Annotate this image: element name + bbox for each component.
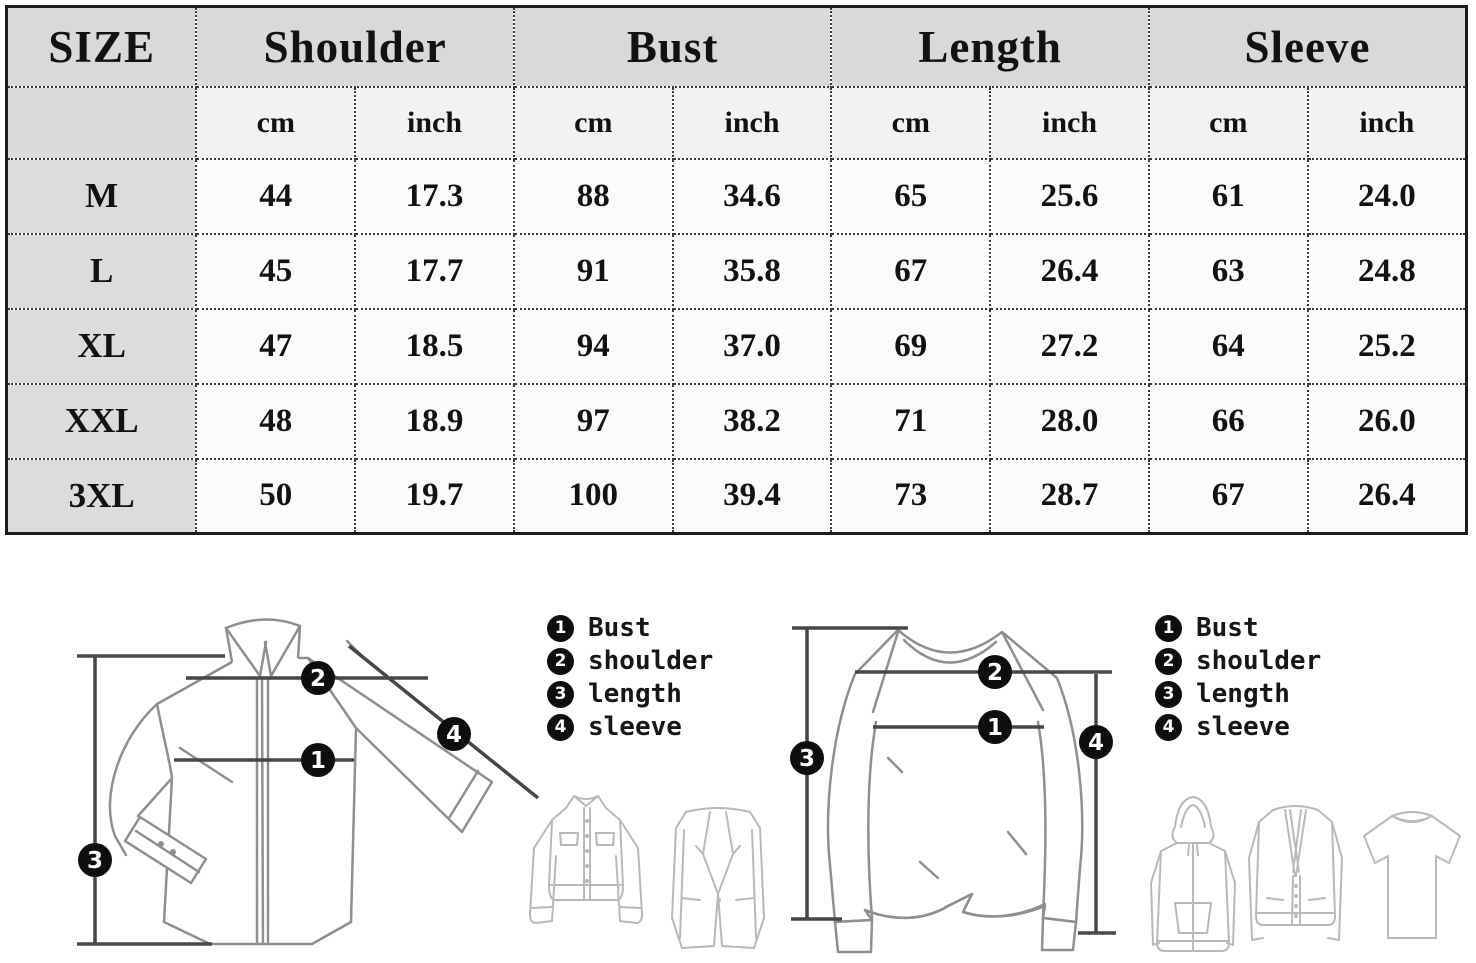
legend-item-length: [547, 680, 713, 708]
measurement-value: 71: [831, 384, 990, 459]
legend-item-sleeve: [547, 713, 713, 741]
cardigan-icon: [1243, 798, 1348, 963]
sleeve-badge-number: 4: [445, 722, 463, 748]
legend-number-badge: 2: [547, 648, 574, 675]
measurement-value: 18.5: [355, 309, 514, 384]
measurement-value: 64: [1149, 309, 1308, 384]
shirt-drawing: [110, 619, 492, 944]
header-size: SIZE: [7, 7, 197, 87]
measurement-value: 39.4: [673, 459, 832, 534]
sweater-measurement-diagram: [780, 600, 1150, 962]
size-row-label: L: [7, 234, 197, 309]
measurement-value: 19.7: [355, 459, 514, 534]
table-row: [7, 459, 1467, 534]
measurement-value: 97: [514, 384, 673, 459]
legend-label: length: [1196, 679, 1290, 709]
legend-label: Bust: [588, 613, 651, 643]
legend-item-bust: [1155, 614, 1321, 642]
shoulder-badge-number: 2: [309, 666, 327, 692]
measurement-value: 50: [196, 459, 355, 534]
measurement-value: 100: [514, 459, 673, 534]
unit-label: cm: [196, 87, 355, 159]
measurement-value: 94: [514, 309, 673, 384]
size-chart-table: [5, 5, 1468, 535]
measurement-legend-right: [1155, 614, 1321, 741]
measurement-value: 73: [831, 459, 990, 534]
sweater-length-badge: [790, 741, 824, 775]
size-row-label: M: [7, 159, 197, 234]
shoulder-badge-number: 2: [986, 660, 1004, 686]
measurement-value: 26.0: [1308, 384, 1467, 459]
measurement-value: 26.4: [990, 234, 1149, 309]
sweater-bust-badge: [978, 710, 1012, 744]
table-header-row: [7, 7, 1467, 87]
measurement-value: 66: [1149, 384, 1308, 459]
length-badge-number: 3: [86, 848, 104, 874]
measurement-value: 35.8: [673, 234, 832, 309]
legend-number-badge: 3: [547, 681, 574, 708]
legend-number-badge: 1: [547, 615, 574, 642]
measurement-value: 61: [1149, 159, 1308, 234]
unit-label: cm: [831, 87, 990, 159]
measurement-value: 24.0: [1308, 159, 1467, 234]
measurement-value: 88: [514, 159, 673, 234]
measurement-value: 69: [831, 309, 990, 384]
legend-item-length: [1155, 680, 1321, 708]
measurement-value: 45: [196, 234, 355, 309]
unit-label: inch: [355, 87, 514, 159]
measurement-value: 34.6: [673, 159, 832, 234]
legend-label: Bust: [1196, 613, 1259, 643]
size-row-label: XXL: [7, 384, 197, 459]
measurement-value: 48: [196, 384, 355, 459]
table-row: [7, 384, 1467, 459]
measurement-value: 37.0: [673, 309, 832, 384]
measurement-value: 65: [831, 159, 990, 234]
sweater-sleeve-badge: [1079, 725, 1113, 759]
measurement-value: 44: [196, 159, 355, 234]
length-badge-number: 3: [798, 746, 816, 772]
measurement-value: 63: [1149, 234, 1308, 309]
measurement-value: 47: [196, 309, 355, 384]
shirt-length-badge: [78, 843, 112, 877]
sweater-shoulder-badge: [978, 655, 1012, 689]
legend-label: sleeve: [1196, 712, 1290, 742]
sleeve-badge-number: 4: [1087, 730, 1105, 756]
header-bust: Bust: [514, 7, 832, 87]
measurement-value: 38.2: [673, 384, 832, 459]
sweater-drawing: [828, 630, 1082, 952]
legend-number-badge: 1: [1155, 615, 1182, 642]
legend-label: length: [588, 679, 682, 709]
legend-number-badge: 3: [1155, 681, 1182, 708]
legend-number-badge: 4: [1155, 714, 1182, 741]
measurement-value: 28.0: [990, 384, 1149, 459]
bust-badge-number: 1: [986, 715, 1004, 741]
measurement-value: 26.4: [1308, 459, 1467, 534]
denim-jacket-icon: [522, 786, 657, 961]
header-length: Length: [831, 7, 1149, 87]
measurement-value: 25.2: [1308, 309, 1467, 384]
measurement-value: 67: [1149, 459, 1308, 534]
bust-badge-number: 1: [309, 748, 327, 774]
shirt-bust-badge: [301, 743, 335, 777]
units-blank-cell: [7, 87, 197, 159]
measurement-value: 17.3: [355, 159, 514, 234]
blazer-icon: [658, 798, 778, 960]
size-row-label: XL: [7, 309, 197, 384]
measurement-value: 17.7: [355, 234, 514, 309]
unit-label: cm: [514, 87, 673, 159]
shirt-shoulder-badge: [301, 661, 335, 695]
legend-label: shoulder: [1196, 646, 1322, 676]
shirt-measurement-diagram: [60, 600, 540, 962]
measurement-value: 28.7: [990, 459, 1149, 534]
measurement-legend-left: [547, 614, 713, 741]
measurement-value: 24.8: [1308, 234, 1467, 309]
header-shoulder: Shoulder: [196, 7, 514, 87]
legend-label: shoulder: [588, 646, 714, 676]
unit-label: inch: [990, 87, 1149, 159]
legend-item-sleeve: [1155, 713, 1321, 741]
legend-number-badge: 4: [547, 714, 574, 741]
size-row-label: 3XL: [7, 459, 197, 534]
legend-item-bust: [547, 614, 713, 642]
hoodie-icon: [1143, 793, 1243, 963]
measurement-value: 25.6: [990, 159, 1149, 234]
shirt-sleeve-badge: [437, 717, 471, 751]
legend-label: sleeve: [588, 712, 682, 742]
legend-number-badge: 2: [1155, 648, 1182, 675]
measurement-value: 67: [831, 234, 990, 309]
measurement-value: 27.2: [990, 309, 1149, 384]
table-row: [7, 309, 1467, 384]
table-row: [7, 234, 1467, 309]
header-sleeve: Sleeve: [1149, 7, 1467, 87]
measurement-value: 18.9: [355, 384, 514, 459]
unit-label: inch: [1308, 87, 1467, 159]
table-row: [7, 159, 1467, 234]
unit-label: cm: [1149, 87, 1308, 159]
legend-item-shoulder: [1155, 647, 1321, 675]
unit-label: inch: [673, 87, 832, 159]
legend-item-shoulder: [547, 647, 713, 675]
table-units-row: [7, 87, 1467, 159]
measurement-value: 91: [514, 234, 673, 309]
tshirt-icon: [1352, 806, 1472, 956]
